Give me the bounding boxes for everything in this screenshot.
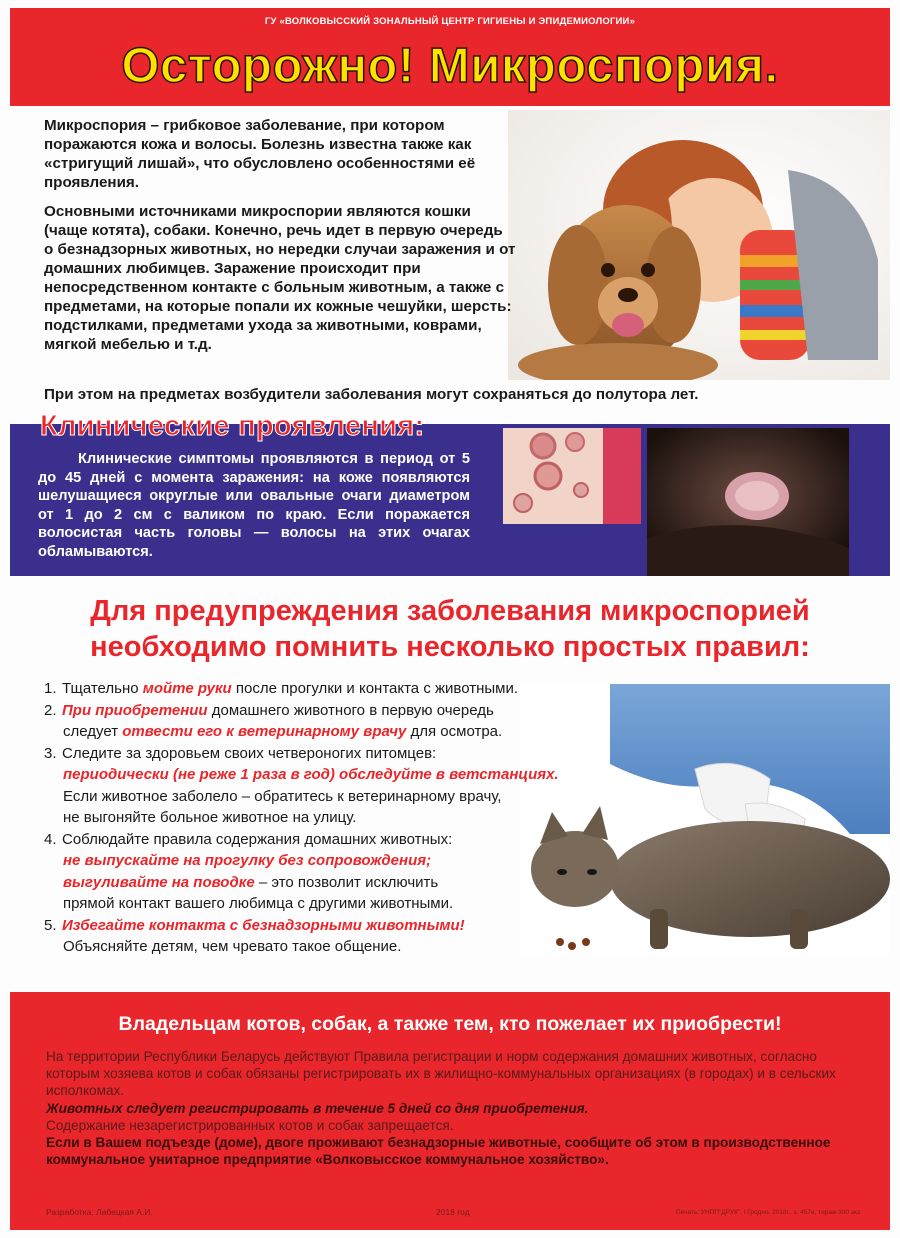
owners-text: [46, 1048, 856, 1168]
skin-lesions-photo: [503, 428, 641, 524]
rule-text: Объясняйте детям, чем чревато такое общение.: [63, 938, 402, 955]
rule-text: Соблюдайте правила содержания домашних животных:: [62, 830, 453, 848]
owners-paragraph-3: Содержание незарегистрированных котов и собак запрещается.: [46, 1117, 454, 1133]
intro-paragraph-1: Микроспория – грибковое заболевание, при котором поражаются кожа и волосы. Болезнь известна также как «стригущий лишай», что обусловлено особенностями её проявления.: [44, 117, 476, 191]
rule-number: 2.: [44, 701, 57, 719]
rule-highlight: мойте руки: [142, 680, 232, 697]
header-band: [10, 8, 890, 106]
girl-dog-photo: [508, 110, 890, 380]
clinical-title: Клинические проявления:: [40, 410, 425, 442]
owners-title: Владельцам котов, собак, а также тем, кто пожелает их приобрести!: [118, 1013, 782, 1035]
rule-text: для осмотра.: [406, 723, 503, 740]
rule-highlight: не выпускайте на прогулку без сопровождения;: [63, 852, 432, 869]
rule-highlight: отвести его к ветеринарному врачу: [122, 723, 407, 740]
rule-text: – это позволит исключить: [254, 873, 439, 891]
rules-title-line-1: Для предупреждения заболевания микроспорией: [90, 595, 810, 627]
intro-paragraph-3: При этом на предметах возбудители заболевания могут сохраняться до полутора лет.: [44, 386, 699, 403]
rule-text: Если животное заболело – обратитесь к ветеринарному врачу,: [63, 787, 502, 805]
rule-text: Следите за здоровьем своих четвероногих питомцев:: [62, 744, 437, 762]
clinical-text: Клинические симптомы проявляются в период от 5 до 45 дней с момента заражения: на коже появляются шелушащиеся округлые или овальные очаги диаметром от 1 до 2 см с валиком по краю. Если поражается волосистая часть головы — волосы на этих очагах обламываются.: [38, 451, 470, 560]
rule-text: не выгоняйте больное животное на улицу.: [63, 809, 357, 826]
owners-paragraph-4: Если в Вашем подъезде (доме), двоге проживают безнадзорные животные, сообщите об этом в производственное коммунальное унитарное предприятие «Волковысское коммунальное хозяйство».: [46, 1135, 831, 1168]
rule-text: следует: [63, 723, 123, 740]
rule-3: [44, 743, 604, 829]
scalp-lesion-photo: [647, 428, 849, 576]
rule-highlight: выгуливайте на поводке: [63, 873, 255, 891]
owners-paragraph-1: На территории Республики Беларусь действуют Правила регистрации и норм содержания домашних животных, согласно которым хозяева котов и собак обязаны регистрировать их в жилищно-коммунальных организациях (в городах) и в сельских исполкомах.: [46, 1049, 836, 1099]
rule-2: [44, 700, 604, 743]
rule-highlight: При приобретении: [62, 701, 208, 719]
rule-text: после прогулки и контакта с животными.: [231, 680, 519, 697]
footer-print: Печать: УНПП"ДРУК", г.Гродно, 2018г., з. 457а, тираж 300 экз.: [676, 1209, 862, 1216]
organization-name: ГУ «ВОЛКОВЫССКИЙ ЗОНАЛЬНЫЙ ЦЕНТР ГИГИЕНЫ И ЭПИДЕМИОЛОГИИ»: [264, 16, 636, 27]
rules-title: [0, 593, 900, 665]
rule-highlight: Избегайте контакта с безнадзорными животными!: [62, 916, 465, 934]
footer-year: 2018 год: [436, 1207, 470, 1217]
owners-paragraph-2: Животных следует регистрировать в течение 5 дней со дня приобретения.: [46, 1100, 589, 1116]
rule-number: 3.: [44, 744, 57, 762]
page-title: Осторожно! Микроспория.: [121, 39, 779, 93]
rule-4: [44, 829, 604, 915]
rule-line: [44, 721, 604, 743]
rule-text: Тщательно: [62, 680, 143, 697]
rule-line: [44, 872, 604, 894]
rule-text: домашнего животного в первую очередь: [207, 701, 494, 719]
footer-author: Разработка: Лабецкая А.И.: [46, 1207, 153, 1217]
rule-number: 5.: [44, 916, 57, 934]
rule-number: 4.: [44, 830, 57, 848]
rule-highlight: периодически (не реже 1 раза в год) обследуйте в ветстанциях.: [63, 766, 559, 783]
rule-1: [44, 678, 604, 700]
intro-paragraph-2: Основными источниками микроспории являются кошки (чаще котята), собаки. Конечно, речь идет в первую очередь о безнадзорных животных, но нередки случаи заражения и от домашних любимцев. Заражение происходит при непосредственном контакте с больным животным, а также с предметами, на которые попали их кожные чешуйки, шерсть: подстилками, предметами ухода за животными, коврами, мягкой мебелью и т.д.: [44, 203, 516, 353]
rules-list: [44, 678, 604, 958]
rule-number: 1.: [44, 680, 57, 697]
rule-5: [44, 915, 604, 958]
rules-title-line-2: необходимо помнить несколько простых правил:: [90, 631, 810, 663]
rule-text: прямой контакт вашего любимца с другими животными.: [63, 895, 454, 912]
